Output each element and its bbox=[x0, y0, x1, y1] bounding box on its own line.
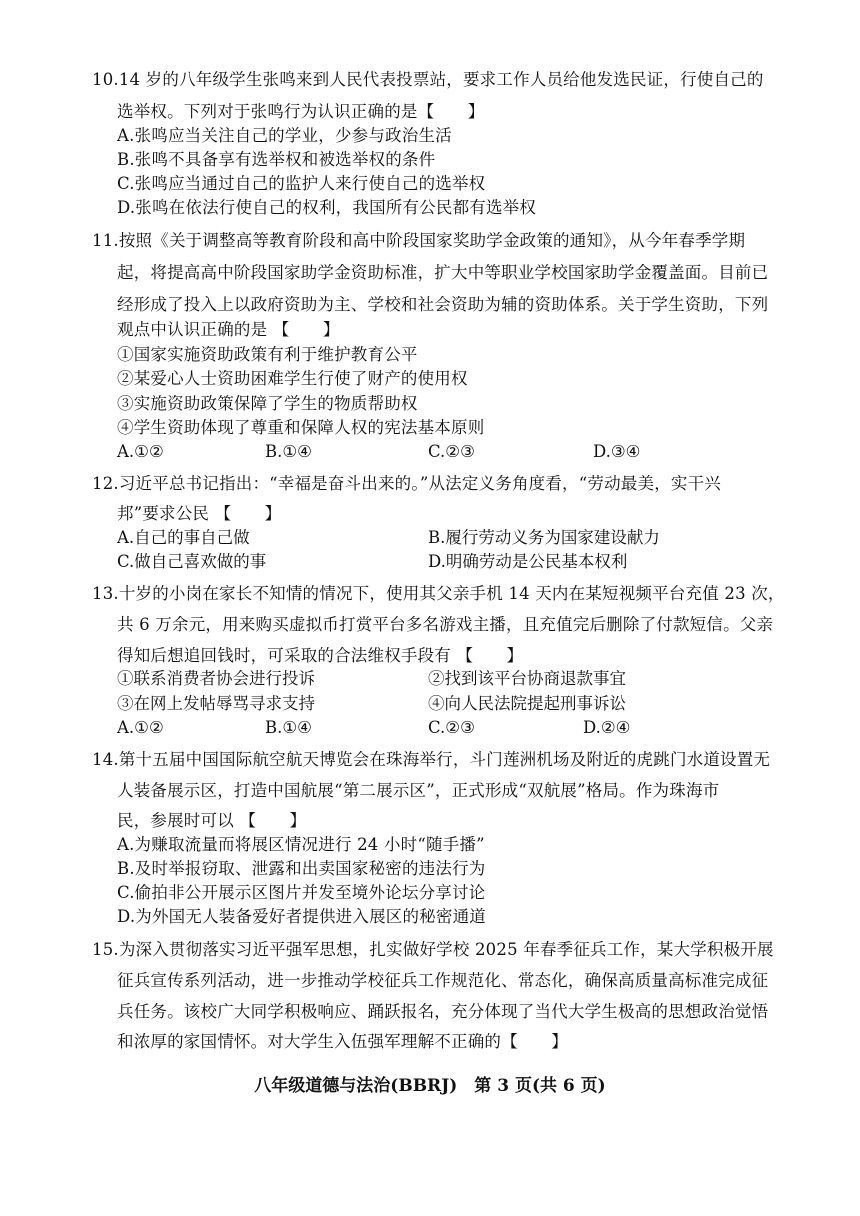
q11-line-4: 观点中认识正确的是 【 】 bbox=[117, 320, 340, 339]
q13-option-d: D.②④ bbox=[583, 718, 631, 737]
q10-option-d: D.张鸣在依法行使自己的权利，我国所有公民都有选举权 bbox=[117, 198, 537, 217]
q13-option-c: C.②③ bbox=[428, 718, 475, 737]
q13-option-a: A.①② bbox=[117, 718, 164, 737]
q13-item-3: ③在网上发帖辱骂寻求支持 bbox=[117, 694, 315, 713]
q13-line-3: 得知后想追回钱时，可采取的合法维权手段有 【 】 bbox=[117, 646, 524, 665]
q15-line-4: 和浓厚的家国情怀。对大学生入伍强军理解不正确的【 】 bbox=[117, 1032, 568, 1051]
q12-option-c: C.做自己喜欢做的事 bbox=[117, 552, 267, 571]
q11-option-d: D.③④ bbox=[593, 442, 641, 461]
q13-item-1: ①联系消费者协会进行投诉 bbox=[117, 669, 315, 688]
q12-line-1: 12.习近平总书记指出：“幸福是奋斗出来的。”从法定义务角度看，“劳动最美，实干兴 bbox=[92, 474, 721, 493]
q14-line-2: 人装备展示区，打造中国航展“第二展示区”，正式形成“双航展”格局。作为珠海市 bbox=[117, 781, 720, 800]
q10-line-2: 选举权。下列对于张鸣行为认识正确的是【 】 bbox=[117, 102, 485, 121]
q11-line-2: 起，将提高高中阶段国家助学金资助标准，扩大中等职业学校国家助学金覆盖面。目前已 bbox=[117, 263, 769, 282]
q12-option-d: D.明确劳动是公民基本权利 bbox=[428, 552, 628, 571]
q10-option-c: C.张鸣应当通过自己的监护人来行使自己的选举权 bbox=[117, 174, 486, 193]
q11-line-1: 11.按照《关于调整高等教育阶段和高中阶段国家奖助学金政策的通知》，从今年春季学期 bbox=[92, 231, 746, 250]
q11-item-4: ④学生资助体现了尊重和保障人权的宪法基本原则 bbox=[117, 418, 485, 437]
q11-item-2: ②某爱心人士资助困难学生行使了财产的使用权 bbox=[117, 369, 468, 388]
q11-item-1: ①国家实施资助政策有利于维护教育公平 bbox=[117, 345, 418, 364]
q11-line-3: 经形成了投入上以政府资助为主、学校和社会资助为辅的资助体系。关于学生资助，下列 bbox=[117, 295, 769, 314]
q13-line-1: 13.十岁的小岗在家长不知情的情况下，使用其父亲手机 14 天内在某短视频平台充值 23 次， bbox=[92, 584, 785, 603]
q13-item-4: ④向人民法院提起刑事诉讼 bbox=[428, 694, 626, 713]
q12-option-b: B.履行劳动义务为国家建设献力 bbox=[428, 528, 660, 547]
q11-option-c: C.②③ bbox=[428, 442, 475, 461]
q10-option-a: A.张鸣应当关注自己的学业，少参与政治生活 bbox=[117, 126, 452, 145]
q10-line-1: 10.14 岁的八年级学生张鸣来到人民代表投票站，要求工作人员给他发选民证，行使自己的 bbox=[92, 70, 764, 89]
q14-line-3: 民，参展时可以 【 】 bbox=[117, 811, 307, 830]
q11-option-a: A.①② bbox=[117, 442, 164, 461]
q14-option-c: C.偷拍非公开展示区图片并发至境外论坛分享讨论 bbox=[117, 883, 486, 902]
q13-item-2: ②找到该平台协商退款事宜 bbox=[428, 669, 626, 688]
q14-option-d: D.为外国无人装备爱好者提供进入展区的秘密通道 bbox=[117, 907, 486, 926]
q14-option-a: A.为赚取流量而将展区情况进行 24 小时“随手播” bbox=[117, 835, 485, 854]
q15-line-1: 15.为深入贯彻落实习近平强军思想，扎实做好学校 2025 年春季征兵工作，某大学积极开展 bbox=[92, 940, 774, 959]
q12-option-a: A.自己的事自己做 bbox=[117, 528, 250, 547]
q13-line-2: 共 6 万余元，用来购买虚拟币打赏平台多名游戏主播，且充值完后删除了付款短信。父亲 bbox=[117, 615, 774, 634]
q15-line-2: 征兵宣传系列活动，进一步推动学校征兵工作规范化、常态化，确保高质量高标准完成征 bbox=[117, 971, 769, 990]
page-footer: 八年级道德与法治(BBRJ) 第 3 页(共 6 页) bbox=[254, 1076, 606, 1096]
q14-option-b: B.及时举报窃取、泄露和出卖国家秘密的违法行为 bbox=[117, 859, 486, 878]
q11-option-b: B.①④ bbox=[265, 442, 312, 461]
q14-line-1: 14.第十五届中国国际航空航天博览会在珠海举行，斗门莲洲机场及附近的虎跳门水道设置无 bbox=[92, 750, 771, 769]
q12-line-2: 邦”要求公民 【 】 bbox=[117, 504, 282, 523]
q10-option-b: B.张鸣不具备享有选举权和被选举权的条件 bbox=[117, 150, 436, 169]
q11-item-3: ③实施资助政策保障了学生的物质帮助权 bbox=[117, 394, 418, 413]
q15-line-3: 兵任务。该校广大同学积极响应、踊跃报名，充分体现了当代大学生极高的思想政治觉悟 bbox=[117, 1002, 769, 1021]
q13-option-b: B.①④ bbox=[265, 718, 312, 737]
